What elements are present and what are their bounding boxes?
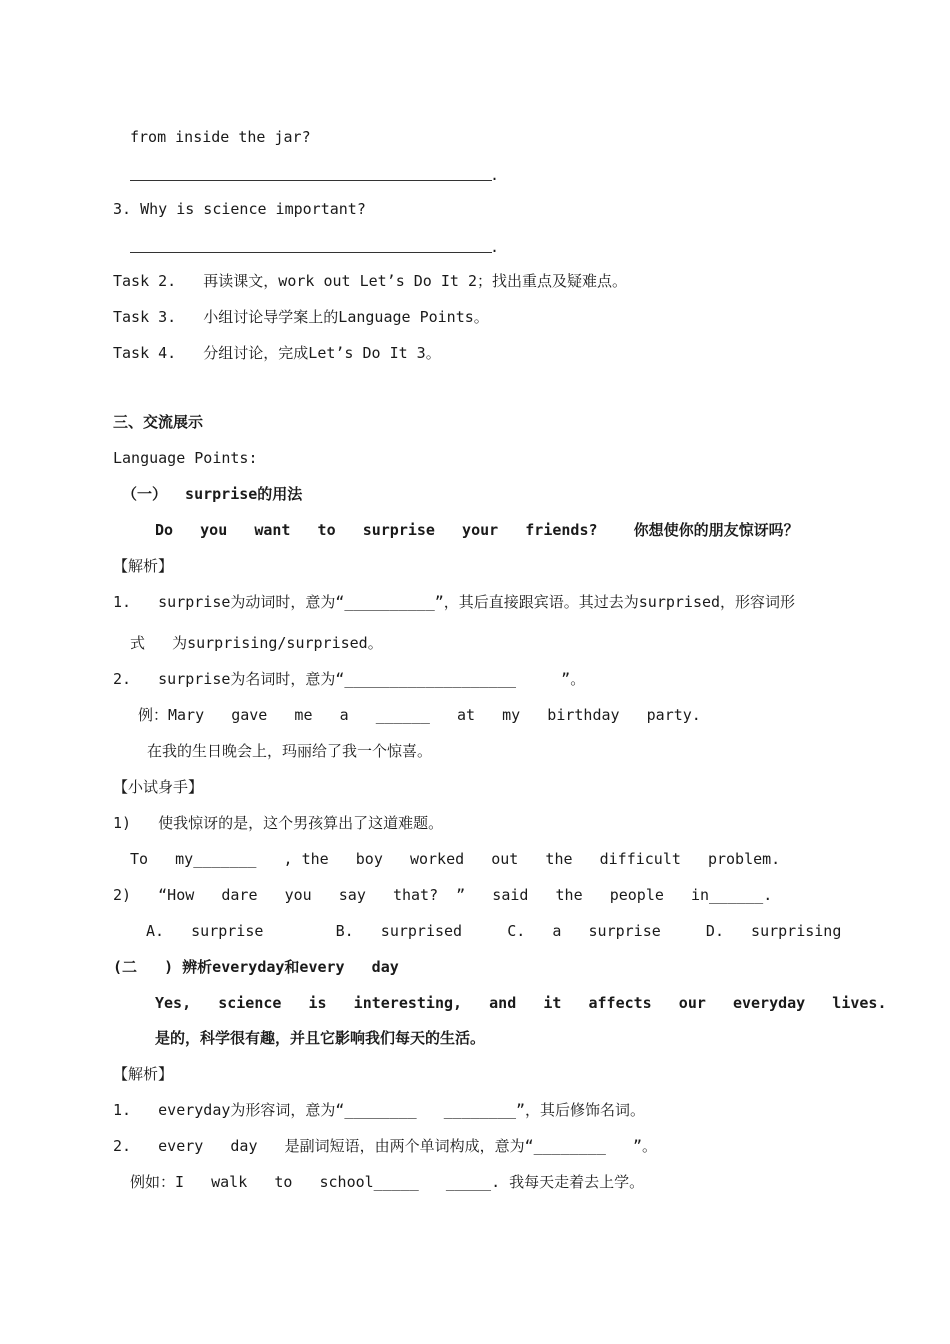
answer-line-2 — [130, 252, 492, 253]
practice-label: 【小试身手】 — [113, 778, 204, 796]
task-4: Task 4. 分组讨论，完成Let’s Do It 3。 — [113, 344, 441, 362]
point-2-heading: (二 ) 辨析everyday和every day — [113, 958, 399, 976]
point-1-heading: （一） surprise的用法 — [122, 485, 303, 503]
practice-1-english: To my_______ , the boy worked out the difficult problem. — [130, 850, 781, 868]
point-2-example: 例如：I walk to school_____ _____. 我每天走着去上学。 — [130, 1173, 645, 1191]
task-3: Task 3. 小组讨论导学案上的Language Points。 — [113, 308, 489, 326]
point-1-item-1: 1. surprise为动词时，意为“__________”，其后直接跟宾语。其过去为surprised，形容词形 — [113, 593, 796, 611]
practice-2: 2) “How dare you say that? ” said the people in______. — [113, 886, 773, 904]
task-2: Task 2. 再读课文，work out Let’s Do It 2；找出重点及疑难点。 — [113, 272, 627, 290]
point-1-analysis-label: 【解析】 — [113, 557, 174, 575]
point-1-item-1-cont: 式 为surprising/surprised。 — [130, 634, 383, 652]
point-2-item-2: 2. every day 是副词短语，由两个单词构成，意为“________ ”。 — [113, 1137, 657, 1155]
point-2-analysis-label: 【解析】 — [113, 1065, 174, 1083]
practice-2-options: A. surprise B. surprised C. a surprise D. surprising — [146, 922, 842, 940]
point-1-example: Do you want to surprise your friends? 你想使你的朋友惊讶吗？ — [155, 521, 799, 539]
answer-line-1-period: . — [490, 166, 500, 184]
point-1-example-2: 例：Mary gave me a ______ at my birthday party. — [138, 706, 701, 724]
answer-line-1 — [130, 180, 492, 181]
question-2-continuation: from inside the jar? — [130, 128, 311, 146]
point-2-item-1: 1. everyday为形容词，意为“________ ________”，其后修饰名词。 — [113, 1101, 646, 1119]
language-points-heading: Language Points: — [113, 449, 258, 467]
practice-1-chinese: 1) 使我惊讶的是，这个男孩算出了这道难题。 — [113, 814, 444, 832]
section-title: 三、交流展示 — [113, 413, 204, 431]
point-2-example-english: Yes, science is interesting, and it affects our everyday lives. — [155, 994, 887, 1012]
point-1-example-2-translation: 在我的生日晚会上，玛丽给了我一个惊喜。 — [147, 742, 433, 760]
answer-line-2-period: . — [490, 238, 500, 256]
point-2-example-chinese: 是的，科学很有趣，并且它影响我们每天的生活。 — [155, 1029, 486, 1047]
point-1-item-2: 2. surprise为名词时，意为“___________________ ”。 — [113, 670, 586, 688]
question-3: 3. Why is science important? — [113, 200, 366, 218]
